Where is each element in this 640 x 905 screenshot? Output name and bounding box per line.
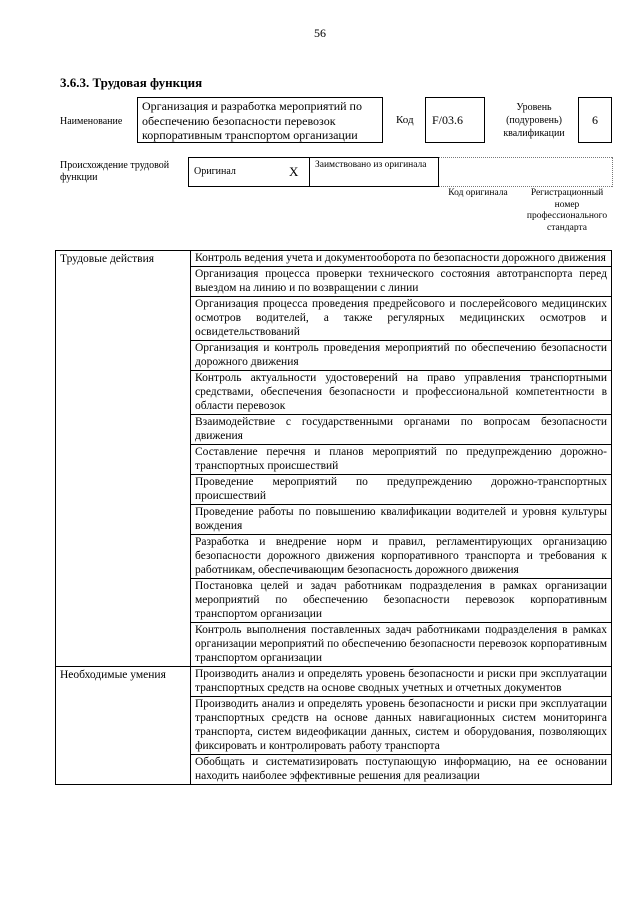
qualification-level-label: Уровень (подуровень) квалификации [503, 102, 565, 139]
section-title: 3.6.3. Трудовая функция [60, 75, 203, 90]
section-category-cell: Трудовые действия [56, 251, 191, 667]
registration-number-label: Регистрационный номер профессионального стандарта [526, 188, 608, 233]
function-details-table [55, 250, 612, 785]
function-code-box: F/03.6 [425, 97, 485, 143]
dotted-line [439, 186, 612, 187]
section-item-cell: Производить анализ и определять уровень безопасности и риски при эксплуатации транспортных средств на основе данных навигационных систем мониторинга транспорта, систем видеофикации данных, систем и оборудования, позволяющих фиксировать и контролировать работу транспорта [191, 697, 612, 755]
code-original-label: Код оригинала [448, 188, 508, 198]
section-item-cell: Постановка целей и задач работникам подразделения в рамках организации мероприятий по обеспечению безопасности перевозок корпоративным транспортом организации [191, 579, 612, 623]
page-number: 56 [314, 26, 326, 40]
section-item-cell: Организация и контроль проведения мероприятий по обеспечению безопасности дорожного движения [191, 341, 612, 371]
name-label: Наименование [60, 116, 123, 127]
borrowed-label: Заимствовано из оригинала [315, 160, 427, 170]
section-item-cell: Составление перечня и планов мероприятий по предупреждению дорожно-транспортных происшествий [191, 445, 612, 475]
origin-row [188, 157, 612, 187]
section-item-cell: Взаимодействие с государственными органами по вопросам безопасности движения [191, 415, 612, 445]
qualification-level-box: 6 [578, 97, 612, 143]
code-label: Код [396, 114, 414, 126]
borrowed-cell [309, 157, 439, 187]
section-item-cell: Организация процесса проверки технического состояния автотранспорта перед выездом на линию и по возвращении с линии [191, 267, 612, 297]
section-item-cell: Обобщать и систематизировать поступающую информацию, на ее основании находить наиболее эффективные решения для реализации [191, 755, 612, 785]
section-item-cell: Производить анализ и определять уровень безопасности и риски при эксплуатации транспортных средств на основе сводных учетных и отчетных документов [191, 667, 612, 697]
original-label: Оригинал [194, 166, 236, 177]
table-row [56, 251, 612, 267]
blank-origin-cells [439, 157, 613, 187]
section-item-cell: Организация процесса проведения предрейсового и послерейсового медицинских осмотров водителей, а также регулярных медицинских осмотров и освидетельствований [191, 297, 612, 341]
section-item-cell: Контроль актуальности удостоверений на право управления транспортными средствами, обеспечения безопасности и профессиональной компетентности в области перевозок [191, 371, 612, 415]
function-name-box: Организация и разработка мероприятий по обеспечению безопасности перевозок корпоративным транспортом организации [137, 97, 383, 143]
original-mark: X [289, 164, 299, 179]
table-body [56, 251, 612, 785]
dotted-line [439, 157, 612, 158]
section-item-cell: Контроль выполнения поставленных задач работниками подразделения в рамках организации мероприятий по обеспечению безопасности перевозок корпоративным транспортом организации [191, 623, 612, 667]
section-category-cell: Необходимые умения [56, 667, 191, 785]
original-cell [188, 157, 310, 187]
origin-label: Происхождение трудовой функции [60, 160, 170, 183]
section-item-cell: Проведение работы по повышению квалификации водителей и уровня культуры вождения [191, 505, 612, 535]
section-item-cell: Проведение мероприятий по предупреждению дорожно-транспортных происшествий [191, 475, 612, 505]
section-item-cell: Разработка и внедрение норм и правил, регламентирующих организацию безопасности дорожного движения корпоративного транспорта и требования к работникам, обеспечивающим безопасность дорожного движения [191, 535, 612, 579]
section-item-cell: Контроль ведения учета и документооборота по безопасности дорожного движения [191, 251, 612, 267]
table-row [56, 667, 612, 697]
